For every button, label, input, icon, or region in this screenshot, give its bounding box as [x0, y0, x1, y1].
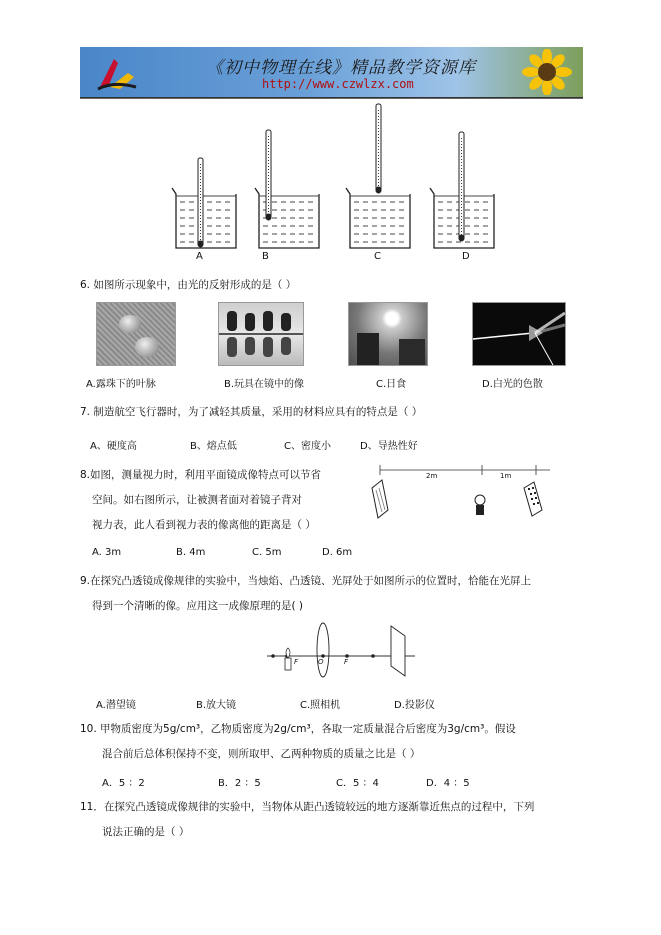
- q11-line2: 说法正确的是（ ）: [102, 826, 190, 838]
- beaker-label-d: D: [462, 251, 470, 262]
- q7-option-b[interactable]: B、熔点低: [190, 441, 237, 452]
- logo-icon: [94, 53, 140, 93]
- q9-label-f2: F: [344, 658, 349, 666]
- q6-photo-a: [96, 302, 176, 366]
- q9-line2: 得到一个清晰的像。应用这一成像原理的是( ): [92, 600, 304, 612]
- q10-option-a[interactable]: A．5 ：2: [102, 778, 145, 789]
- header-rule: [80, 98, 583, 99]
- q9-option-d[interactable]: D.投影仪: [394, 700, 435, 711]
- q8-line1: 8.如图，测量视力时，利用平面镜成像特点可以节省: [80, 469, 322, 481]
- q8-option-a[interactable]: A. 3m: [92, 547, 122, 558]
- q7-option-a[interactable]: A、硬度高: [90, 441, 137, 452]
- q9-label-f1: F: [294, 658, 299, 666]
- q6-option-b[interactable]: B.玩具在镜中的像: [224, 379, 305, 390]
- q8-dist-2m: 2m: [426, 472, 438, 480]
- q7-option-c[interactable]: C、密度小: [284, 441, 331, 452]
- q8-line2: 空间。如右图所示，让被测者面对着镜子背对: [92, 494, 302, 506]
- q9-lens-figure: [265, 622, 425, 678]
- q10-option-c[interactable]: C．5 ：4: [336, 778, 379, 789]
- q8-line3: 视力表，此人看到视力表的像离他的距离是（ ）: [92, 519, 316, 531]
- q11-line1: 11．在探究凸透镜成像规律的实验中，当物体从距凸透镜较远的地方逐渐靠近焦点的过程中，下列: [80, 801, 535, 813]
- beaker-label-c: C: [374, 251, 381, 262]
- q8-dist-1m: 1m: [500, 472, 512, 480]
- q6-stem: 6. 如图所示现象中，由光的反射形成的是（ ）: [80, 279, 297, 291]
- thermometer-beakers-figure: [160, 100, 500, 270]
- beaker-label-a: A: [196, 251, 203, 262]
- beaker-label-b: B: [262, 251, 269, 262]
- q10-option-b[interactable]: B．2 ：5: [218, 778, 261, 789]
- q9-option-b[interactable]: B.放大镜: [196, 700, 237, 711]
- q6-photo-b: [218, 302, 304, 366]
- q6-option-d[interactable]: D.白光的色散: [482, 379, 543, 390]
- banner-title: 《初中物理在线》精品教学资源库: [206, 58, 476, 78]
- header-banner: [80, 47, 583, 99]
- banner-url[interactable]: http://www.czwlzx.com: [262, 77, 414, 91]
- q8-option-d[interactable]: D. 6m: [322, 547, 353, 558]
- q10-option-d[interactable]: D．4 ：5: [426, 778, 470, 789]
- q8-option-c[interactable]: C. 5m: [252, 547, 282, 558]
- q8-eye-test-figure: [368, 460, 560, 522]
- q7-stem: 7. 制造航空飞行器时，为了减轻其质量，采用的材料应具有的特点是（ ）: [80, 406, 423, 418]
- beaker-d: [430, 132, 494, 248]
- beaker-c: [346, 104, 410, 248]
- beaker-b: [255, 130, 319, 248]
- q9-option-c[interactable]: C.照相机: [300, 700, 341, 711]
- q10-line2: 混合前后总体积保持不变，则所取甲、乙两种物质的质量之比是（ ）: [102, 748, 421, 760]
- q6-option-a[interactable]: A.露珠下的叶脉: [86, 379, 156, 390]
- beaker-a: [172, 158, 236, 248]
- q6-option-c[interactable]: C.日食: [376, 379, 407, 390]
- q6-photo-c: [348, 302, 428, 366]
- q9-line1: 9.在探究凸透镜成像规律的实验中，当烛焰、凸透镜、光屏处于如图所示的位置时，恰能在光屏上: [80, 575, 532, 587]
- q6-photo-d: [472, 302, 566, 366]
- q9-option-a[interactable]: A.潜望镜: [96, 700, 136, 711]
- q7-option-d[interactable]: D、导热性好: [360, 441, 418, 452]
- q8-option-b[interactable]: B. 4m: [176, 547, 206, 558]
- q10-line1: 10. 甲物质密度为5g/cm³，乙物质密度为2g/cm³，各取一定质量混合后密度为3g/cm³。假设: [80, 723, 516, 735]
- sunflower-icon: [519, 49, 575, 95]
- q9-label-o: O: [318, 658, 324, 666]
